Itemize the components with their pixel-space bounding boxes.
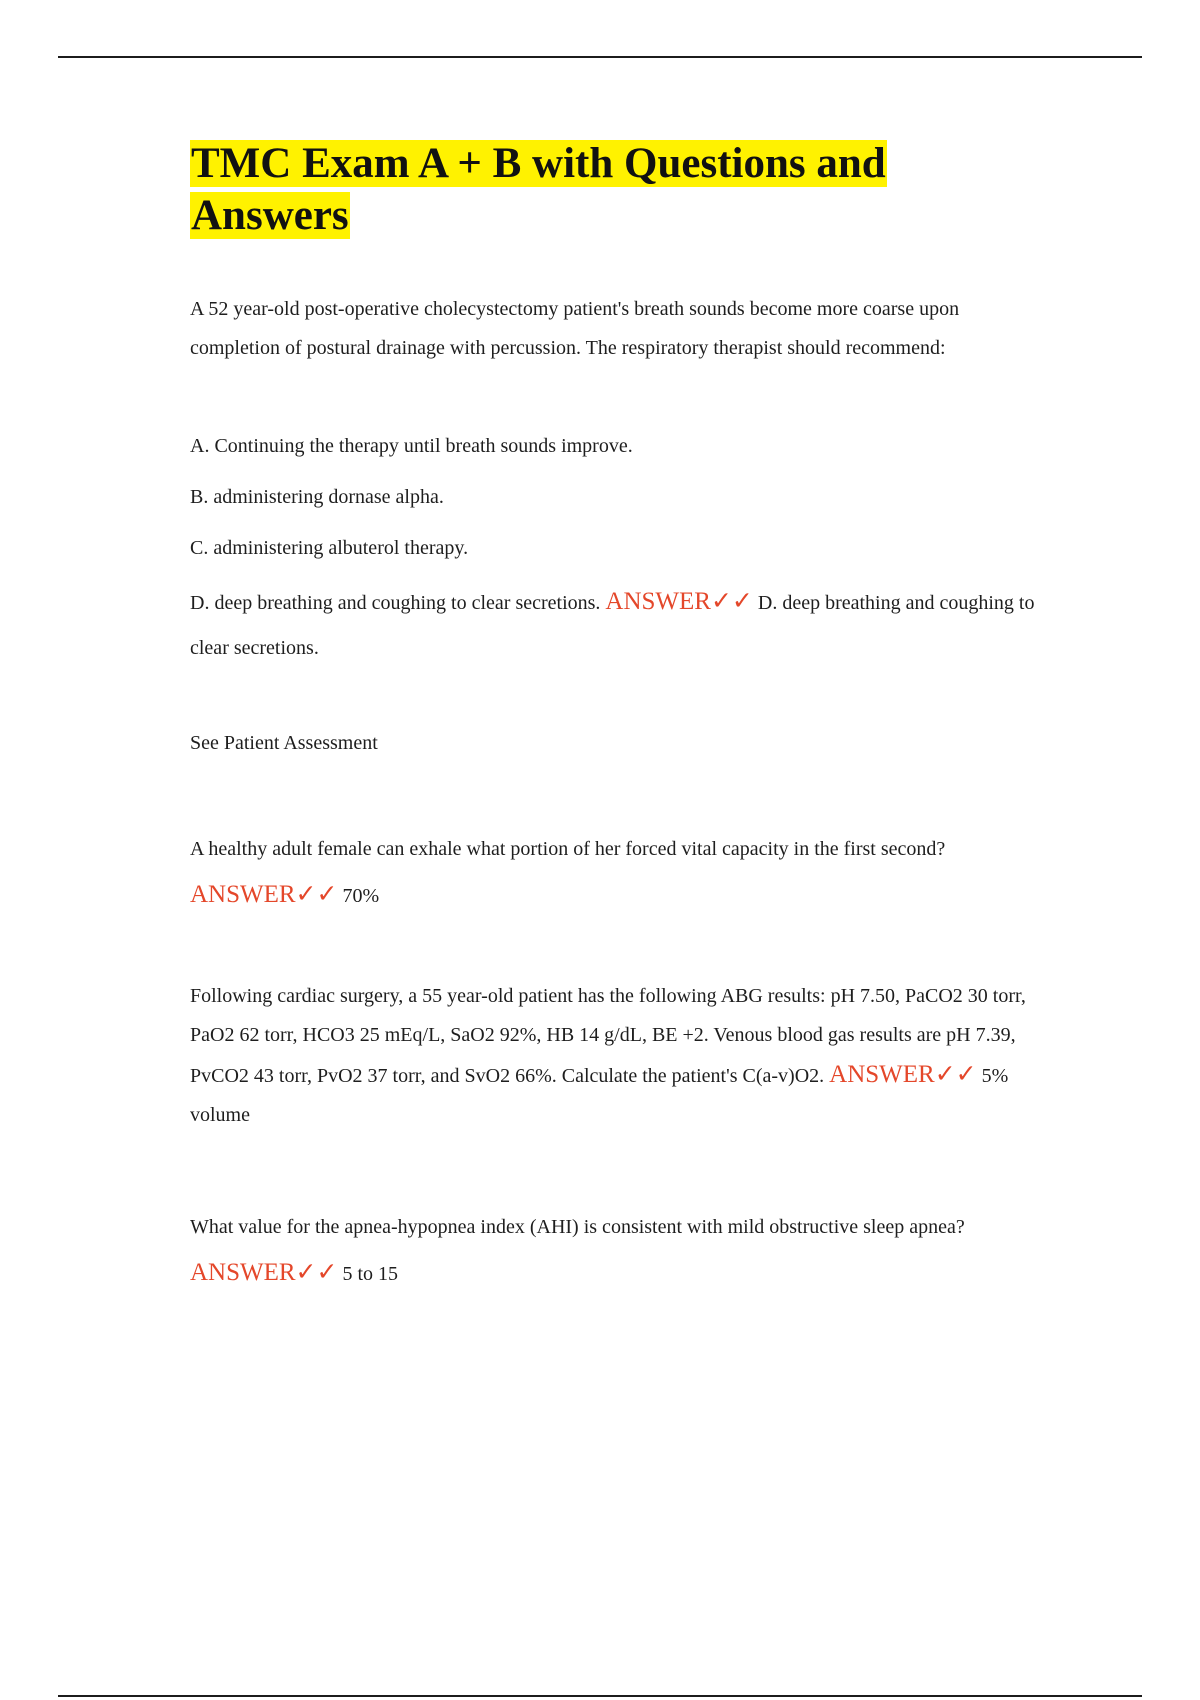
answer-marker: ANSWER✓✓ [190,881,338,908]
question-3-text: Following cardiac surgery, a 55 year-old patient has the following ABG results: pH 7.50, PaCO2 30 torr, PaO2 62 torr, HCO3 25 mEq/L, SaO2 92%, HB 14 g/dL, BE +2. Venous blood gas results are pH 7.39, PvCO2 43 torr, PvO2 37 torr, and SvO2 66%. Calculate the patient's C(a-v)O2. ANSWER✓✓ 5% volume [190,985,1026,1126]
question-3 [190,977,1050,1135]
question-1-answer: D. deep breathing and coughing to clear secretions. [190,592,1035,659]
answer-marker: ANSWER✓✓ [605,588,753,615]
question-1-option-a: A. Continuing the therapy until breath sounds improve. [190,435,633,457]
question-1-answer-line [190,579,1050,671]
question-2-text: A healthy adult female can exhale what portion of her forced vital capacity in the first second? ANSWER✓✓ 70% [190,838,946,908]
question-4-text: What value for the apnea-hypopnea index (AHI) is consistent with mild obstructive sleep apnea? ANSWER✓✓ 5 to 15 [190,1216,965,1286]
question-1-option-b: B. administering dornase alpha. [190,486,444,508]
top-rule [58,56,1142,58]
question-1-option-d: D. deep breathing and coughing to clear secretions. [190,592,601,614]
question-4 [190,1205,1050,1297]
question-1-text: A 52 year-old post-operative cholecystectomy patient's breath sounds become more coarse upon completion of postural drainage with percussion. The respiratory therapist should recommend: [190,298,960,359]
question-1-note: See Patient Assessment [190,732,378,754]
bottom-rule [58,1695,1142,1697]
question-4-answer: 5 to 15 [342,1263,399,1285]
question-1-option-c: C. administering albuterol therapy. [190,537,469,559]
document-title [190,138,1050,242]
question-2-answer: 70% [342,885,380,907]
question-2 [190,827,1050,919]
answer-marker: ANSWER✓✓ [190,1259,338,1286]
title-highlight: TMC Exam A + B with Questions and Answers [191,140,886,239]
document-body [190,138,1050,1297]
answer-marker: ANSWER✓✓ [829,1061,977,1088]
question-1 [190,290,1050,757]
question-3-answer: 5% volume [190,1065,1009,1126]
